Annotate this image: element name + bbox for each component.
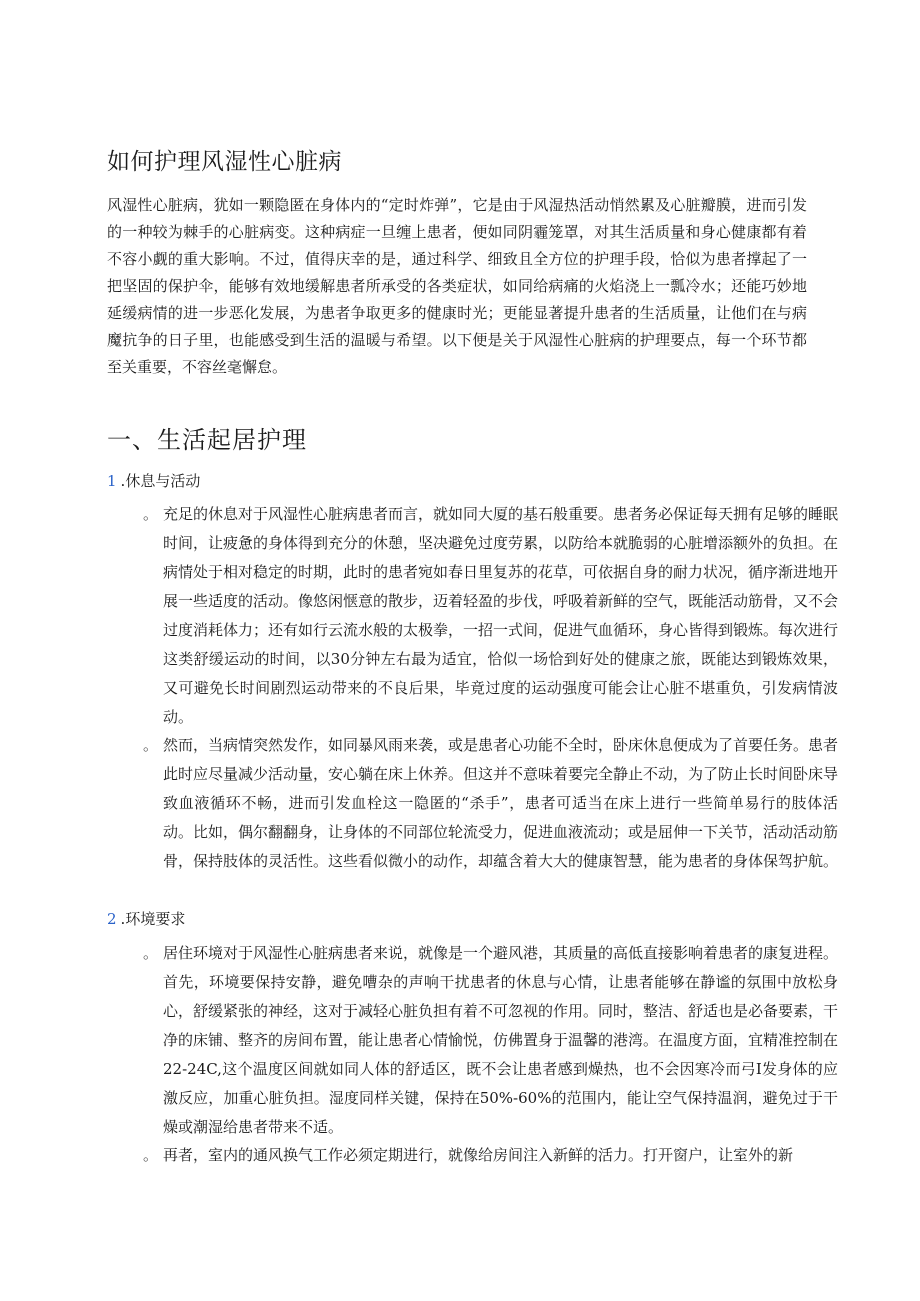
bullet-marker: 。 xyxy=(143,736,159,754)
list-item-text: 充足的休息对于风湿性心脏病患者而言，就如同大厦的基石般重要。患者务必保证每天拥有足够的睡眠时间，让疲惫的身体得到充分的休憩，坚决避免过度劳累，以防给本就脆弱的心脏增添额外的负担。在病情处于相对稳定的时期，此时的患者宛如春日里复苏的花草，可依据自身的耐力状况，循序渐进地开展一些适度的活动。像悠闲惬意的散步，迈着轻盈的步伐，呼吸着新鲜的空气，既能活动筋骨，又不会过度消耗体力；还有如行云流水般的太极拳，一招一式间，促进气血循环，身心皆得到锻炼。每次进行这类舒缓运动的时间，以30分钟左右最为适宜，恰似一场恰到好处的健康之旅，既能达到锻炼效果，又可避免长时间剧烈运动带来的不良后果，毕竟过度的运动强度可能会让心脏不堪重负，引发病情波动。 xyxy=(163,505,839,726)
list-item xyxy=(143,1141,838,1170)
subheading-rest-activity xyxy=(107,470,200,491)
intro-paragraph: 风湿性心脏病，犹如一颗隐匿在身体内的“定时炸弹”，它是由于风湿热活动悄然累及心脏瓣膜，进而引发的一种较为棘手的心脏病变。这种病症一旦缠上患者，便如同阴霾笼罩，对其生活质量和身心健康都有着不容小觑的重大影响。不过，值得庆幸的是，通过科学、细致且全方位的护理手段，恰似为患者撑起了一把坚固的保护伞，能够有效地缓解患者所承受的各类症状，如同给病痛的火焰浇上一瓢冷水；还能巧妙地延缓病情的进一步恶化发展，为患者争取更多的健康时光；更能显著提升患者的生活质量，让他们在与病魔抗争的日子里，也能感受到生活的温暖与希望。以下便是关于风湿性心脏病的护理要点，每一个环节都至关重要，不容丝毫懈怠。 xyxy=(107,196,807,376)
list-item-text: 然而，当病情突然发作，如同暴风雨来袭，或是患者心功能不全时，卧床休息便成为了首要任务。患者此时应尽量减少活动量，安心躺在床上休养。但这并不意味着要完全静止不动，为了防止长时间卧床导致血液循环不畅，进而引发血栓这一隐匿的“杀手”，患者可适当在床上进行一些简单易行的肢体活动。比如，偶尔翻翻身，让身体的不同部位轮流受力，促进血液流动；或是屈伸一下关节，活动活动筋骨，保持肢体的灵活性。这些看似微小的动作，却蕴含着大大的健康智慧，能为患者的身体保驾护航。 xyxy=(163,736,839,870)
bullet-marker: 。 xyxy=(143,944,159,962)
subheading-label: .环境要求 xyxy=(120,910,186,928)
bullet-marker: 。 xyxy=(143,1146,159,1164)
page-title: 如何护理风湿性心脏病 xyxy=(107,149,342,175)
list-item xyxy=(143,939,838,1142)
list-item xyxy=(143,731,838,876)
subheading-number: 1 xyxy=(107,472,117,490)
subheading-environment xyxy=(107,908,185,929)
list-item-text: 再者，室内的通风换气工作必须定期进行，就像给房间注入新鲜的活力。打开窗户，让室外的新 xyxy=(163,1146,794,1164)
list-item xyxy=(143,500,838,732)
subheading-label: .休息与活动 xyxy=(120,472,201,490)
bullet-marker: 。 xyxy=(143,505,159,523)
list-item-text: 居住环境对于风湿性心脏病患者来说，就像是一个避风港，其质量的高低直接影响着患者的康复进程。首先，环境要保持安静，避免嘈杂的声响干扰患者的休息与心情，让患者能够在静谧的氛围中放松身心，舒缓紧张的神经，这对于减轻心脏负担有着不可忽视的作用。同时，整洁、舒适也是必备要素，干净的床铺、整齐的房间布置，能让患者心情愉悦，仿佛置身于温馨的港湾。在温度方面，宜精准控制在22-24C,这个温度区间就如同人体的舒适区，既不会让患者感到燥热，也不会因寒冷而弓I发身体的应激反应，加重心脏负担。湿度同样关键，保持在50%-60%的范围内，能让空气保持温润，避免过于干燥或潮湿给患者带来不适。 xyxy=(163,944,839,1136)
section-heading: 一、生活起居护理 xyxy=(107,426,307,454)
subheading-number: 2 xyxy=(107,910,117,928)
